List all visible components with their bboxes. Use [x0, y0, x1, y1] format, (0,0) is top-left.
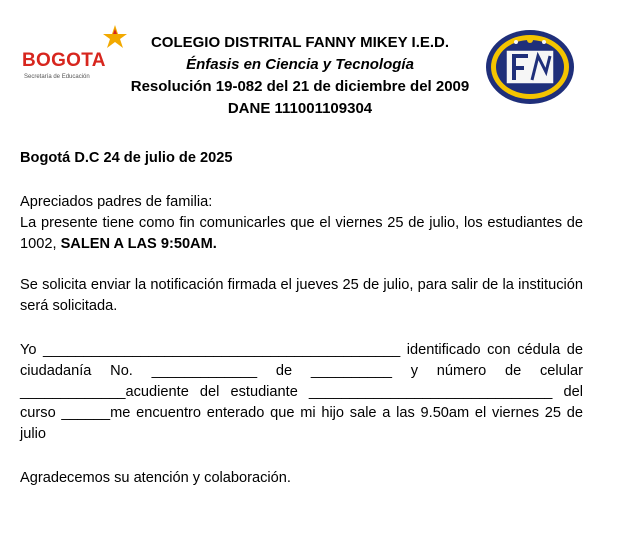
authorization-form-text: Yo ____________________________________________ identificado con cédula de ciudadanía No. _____________ de __________ y número de celular _____________acudiente del estudiante ______________________________ del curso ______me encuentro enterado que mi hijo sale a las 9.50am el viernes 25 de julio: [20, 342, 583, 442]
letterhead: [0, 0, 621, 130]
announcement-text: La presente tiene como fin comunicarles que el viernes 25 de julio, los estudiantes de 1002,: [20, 215, 583, 252]
school-name: COLEGIO DISTRITAL FANNY MIKEY I.E.D.: [150, 34, 450, 51]
letter-body: [20, 148, 583, 489]
school-crest-icon: [484, 28, 576, 106]
salutation: Apreciados padres de familia:: [20, 194, 213, 210]
school-header-text: [120, 32, 480, 120]
school-resolution: Resolución 19-082 del 21 de diciembre del 2009: [130, 78, 470, 95]
paragraph-announcement: [20, 213, 583, 255]
closing-line: Agradecemos su atención y colaboración.: [20, 470, 291, 486]
paragraph-request: Se solicita enviar la notificación firmada el jueves 25 de julio, para salir de la institución será solicitada.: [20, 277, 583, 314]
bogota-logo-subtitle: Secretaría de Educación: [24, 74, 90, 80]
exit-time-highlight: SALEN A LAS 9:50AM.: [60, 236, 217, 252]
bogota-logo-word: BOGOTA: [22, 50, 106, 71]
letter-date: Bogotá D.C 24 de julio de 2025: [20, 150, 233, 166]
school-dane: DANE 111001109304: [227, 100, 373, 117]
bogota-logo: [18, 24, 128, 86]
school-emphasis: Énfasis en Ciencia y Tecnología: [186, 56, 414, 73]
